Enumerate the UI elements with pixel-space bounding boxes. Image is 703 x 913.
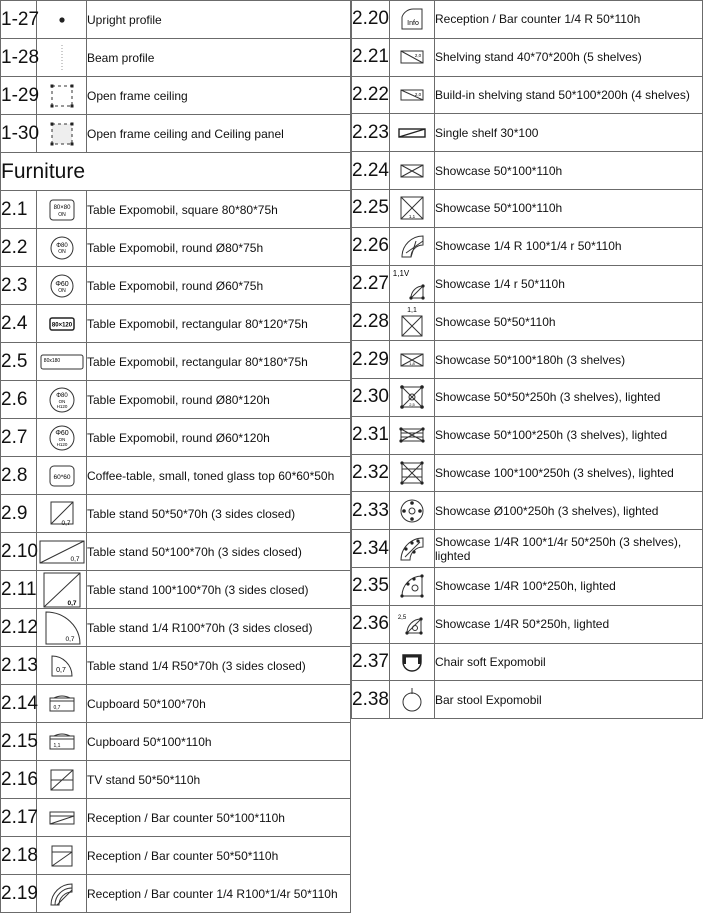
item-label: Table stand 1/4 R100*70h (3 sides closed) bbox=[87, 609, 351, 647]
item-code: 2.13 bbox=[1, 647, 37, 685]
bar-stool-icon bbox=[390, 681, 435, 719]
symbol-text: H120 bbox=[56, 403, 67, 409]
item-code: 2.6 bbox=[1, 381, 37, 419]
left-column bbox=[0, 0, 351, 913]
item-code: 2.16 bbox=[1, 761, 37, 799]
symbol-text: Φ60 bbox=[54, 429, 69, 437]
item-code: 2.9 bbox=[1, 495, 37, 533]
legend-row bbox=[1, 267, 351, 305]
item-label: Table Expomobil, rectangular 80*120*75h bbox=[87, 305, 351, 343]
item-label: Showcase 1/4R 50*250h, lighted bbox=[435, 605, 703, 643]
symbol-text: 1,1 bbox=[53, 742, 60, 749]
legend-row bbox=[352, 114, 703, 152]
rect-table-long-icon bbox=[37, 343, 87, 381]
symbol-text: 1,1V bbox=[392, 268, 410, 278]
item-label: Table stand 50*100*70h (3 sides closed) bbox=[87, 533, 351, 571]
item-label: Open frame ceiling and Ceiling panel bbox=[87, 115, 351, 153]
item-code: 2.18 bbox=[1, 837, 37, 875]
symbol-text: 80×120 bbox=[51, 322, 72, 328]
info-counter-icon bbox=[390, 1, 435, 39]
item-label: Showcase 1/4R 100*1/4r 50*250h (3 shelves), lighted bbox=[435, 530, 703, 568]
shelving-stand-icon bbox=[390, 38, 435, 76]
tv-stand-icon bbox=[37, 761, 87, 799]
item-code: 2.32 bbox=[352, 454, 390, 492]
legend-row bbox=[1, 875, 351, 913]
legend-row bbox=[1, 799, 351, 837]
item-label: Beam profile bbox=[87, 39, 351, 77]
legend-row bbox=[1, 419, 351, 457]
item-label: Shelving stand 40*70*200h (5 shelves) bbox=[435, 38, 703, 76]
item-code: 1-28 bbox=[1, 39, 37, 77]
showcase-lighted-wide-icon bbox=[390, 416, 435, 454]
quarter-table-stand-small-icon bbox=[37, 647, 87, 685]
symbol-text: Φ80 bbox=[55, 392, 68, 399]
item-code: 2.14 bbox=[1, 685, 37, 723]
item-code: 2.33 bbox=[352, 492, 390, 530]
item-label: Reception / Bar counter 1/4 R100*1/4r 50*110h bbox=[87, 875, 351, 913]
right-column bbox=[351, 0, 703, 719]
item-code: 2.11 bbox=[1, 571, 37, 609]
item-code: 2.29 bbox=[352, 341, 390, 379]
symbol-text: H120 bbox=[56, 441, 67, 447]
single-shelf-icon bbox=[390, 114, 435, 152]
symbol-text: 2,0 bbox=[414, 91, 422, 97]
cupboard-icon bbox=[37, 685, 87, 723]
item-label: Showcase Ø100*250h (3 shelves), lighted bbox=[435, 492, 703, 530]
showcase-lighted-icon bbox=[390, 378, 435, 416]
item-code: 1-27 bbox=[1, 1, 37, 39]
item-label: Showcase 50*100*250h (3 shelves), lighted bbox=[435, 416, 703, 454]
legend-row bbox=[352, 681, 703, 719]
bar-counter-curved-icon bbox=[37, 875, 87, 913]
item-label: Single shelf 30*100 bbox=[435, 114, 703, 152]
item-code: 2.34 bbox=[352, 530, 390, 568]
section-row bbox=[1, 153, 351, 191]
symbol-text: Info bbox=[407, 20, 419, 28]
item-label: Showcase 1/4 r 50*110h bbox=[435, 265, 703, 303]
showcase-quarter-icon bbox=[390, 265, 435, 303]
item-code: 2.22 bbox=[352, 76, 390, 114]
showcase-curved-lighted-icon bbox=[390, 530, 435, 568]
item-code: 2.15 bbox=[1, 723, 37, 761]
legend-row bbox=[1, 533, 351, 571]
symbol-text: Φ80 bbox=[55, 242, 68, 249]
showcase-lighted-large-icon bbox=[390, 454, 435, 492]
item-code: 1-30 bbox=[1, 115, 37, 153]
open-frame-ceiling-icon bbox=[37, 77, 87, 115]
item-code: 2.28 bbox=[352, 303, 390, 341]
round-high-table-icon bbox=[37, 381, 87, 419]
showcase-round-icon bbox=[390, 492, 435, 530]
symbol-text: 0,7 bbox=[66, 599, 77, 607]
symbol-text: 1,1 bbox=[408, 214, 416, 220]
legend-row bbox=[1, 1, 351, 39]
legend-row bbox=[1, 343, 351, 381]
item-label: Showcase 50*50*250h (3 shelves), lighted bbox=[435, 378, 703, 416]
legend-row bbox=[352, 265, 703, 303]
symbol-text: 2,5 bbox=[409, 402, 415, 408]
beam-profile-icon bbox=[37, 39, 87, 77]
legend-row bbox=[1, 305, 351, 343]
item-code: 2.30 bbox=[352, 378, 390, 416]
item-label: Reception / Bar counter 50*50*110h bbox=[87, 837, 351, 875]
item-code: 2.3 bbox=[1, 267, 37, 305]
bar-counter-icon bbox=[37, 799, 87, 837]
showcase-quarter-small-icon bbox=[390, 605, 435, 643]
built-in-shelving-icon bbox=[390, 76, 435, 114]
item-code: 2.36 bbox=[352, 605, 390, 643]
item-code: 2.21 bbox=[352, 38, 390, 76]
legend-row bbox=[1, 381, 351, 419]
item-code: 2.24 bbox=[352, 152, 390, 190]
legend-row bbox=[352, 189, 703, 227]
item-label: Cupboard 50*100*110h bbox=[87, 723, 351, 761]
item-label: Table Expomobil, round Ø60*75h bbox=[87, 267, 351, 305]
symbol-text: Φ60 bbox=[54, 280, 69, 288]
legend-row bbox=[1, 77, 351, 115]
upright-profile-icon bbox=[37, 1, 87, 39]
round-table-icon bbox=[37, 229, 87, 267]
item-label: Table stand 1/4 R50*70h (3 sides closed) bbox=[87, 647, 351, 685]
legend-row bbox=[1, 39, 351, 77]
item-code: 2.2 bbox=[1, 229, 37, 267]
item-label: Build-in shelving stand 50*100*200h (4 shelves) bbox=[435, 76, 703, 114]
item-code: 2.12 bbox=[1, 609, 37, 647]
symbol-text: ON bbox=[57, 211, 66, 218]
item-label: Showcase 100*100*250h (3 shelves), lighted bbox=[435, 454, 703, 492]
item-label: Showcase 50*100*110h bbox=[435, 152, 703, 190]
symbol-text: ON bbox=[57, 287, 66, 294]
quarter-table-stand-icon bbox=[37, 609, 87, 647]
legend-table-left bbox=[0, 0, 351, 913]
showcase-shelves-icon bbox=[390, 341, 435, 379]
item-code: 1-29 bbox=[1, 77, 37, 115]
legend-row bbox=[1, 761, 351, 799]
item-code: 2.1 bbox=[1, 191, 37, 229]
symbol-text: 0,7 bbox=[60, 519, 71, 527]
legend-row bbox=[352, 152, 703, 190]
legend-row bbox=[352, 341, 703, 379]
item-code: 2.10 bbox=[1, 533, 37, 571]
item-code: 2.17 bbox=[1, 799, 37, 837]
item-code: 2.20 bbox=[352, 1, 390, 39]
item-label: Reception / Bar counter 50*100*110h bbox=[87, 799, 351, 837]
legend-row bbox=[352, 303, 703, 341]
legend-row bbox=[352, 454, 703, 492]
legend-row bbox=[352, 530, 703, 568]
soft-chair-icon bbox=[390, 643, 435, 681]
symbol-text: 1,1 bbox=[407, 306, 417, 314]
item-code: 2.8 bbox=[1, 457, 37, 495]
item-code: 2.23 bbox=[352, 114, 390, 152]
cupboard-high-icon bbox=[37, 723, 87, 761]
round-high-table-small-icon bbox=[37, 419, 87, 457]
symbol-text: ON bbox=[57, 248, 66, 255]
square-table-icon bbox=[37, 191, 87, 229]
item-label: Table Expomobil, round Ø60*120h bbox=[87, 419, 351, 457]
legend-row bbox=[352, 643, 703, 681]
item-code: 2.5 bbox=[1, 343, 37, 381]
symbol-text: 2,0 bbox=[414, 53, 422, 59]
symbol-text: 80x180 bbox=[43, 357, 60, 364]
item-label: Open frame ceiling bbox=[87, 77, 351, 115]
item-code: 2.7 bbox=[1, 419, 37, 457]
legend-row bbox=[1, 609, 351, 647]
item-code: 2.27 bbox=[352, 265, 390, 303]
showcase-square-icon bbox=[390, 189, 435, 227]
item-code: 2.19 bbox=[1, 875, 37, 913]
item-label: Reception / Bar counter 1/4 R 50*110h bbox=[435, 1, 703, 39]
legend-row bbox=[1, 191, 351, 229]
legend-row bbox=[1, 457, 351, 495]
legend-row bbox=[352, 76, 703, 114]
ceiling-panel-icon bbox=[37, 115, 87, 153]
item-code: 2.35 bbox=[352, 567, 390, 605]
item-code: 2.38 bbox=[352, 681, 390, 719]
symbol-text: 0,7 bbox=[64, 635, 75, 643]
symbol-text: ON bbox=[58, 398, 65, 404]
symbol-text: 0,7 bbox=[53, 704, 60, 711]
item-label: Chair soft Expomobil bbox=[435, 643, 703, 681]
legend-row bbox=[352, 38, 703, 76]
showcase-icon bbox=[390, 152, 435, 190]
item-code: 2.4 bbox=[1, 305, 37, 343]
symbol-text: 2,5 bbox=[397, 615, 407, 622]
item-label: Bar stool Expomobil bbox=[435, 681, 703, 719]
rect-table-icon bbox=[37, 305, 87, 343]
item-label: Cupboard 50*100*70h bbox=[87, 685, 351, 723]
item-code: 2.31 bbox=[352, 416, 390, 454]
item-label: TV stand 50*50*110h bbox=[87, 761, 351, 799]
item-label: Showcase 1/4R 100*250h, lighted bbox=[435, 567, 703, 605]
legend-row bbox=[1, 647, 351, 685]
item-label: Upright profile bbox=[87, 1, 351, 39]
legend-table-right bbox=[351, 0, 703, 719]
legend-row bbox=[1, 723, 351, 761]
legend-row bbox=[1, 837, 351, 875]
symbol-text: 1,8 bbox=[409, 360, 415, 366]
table-stand-large-icon bbox=[37, 571, 87, 609]
table-stand-icon bbox=[37, 495, 87, 533]
item-label: Table Expomobil, rectangular 80*180*75h bbox=[87, 343, 351, 381]
item-label: Table Expomobil, round Ø80*75h bbox=[87, 229, 351, 267]
legend-row bbox=[1, 115, 351, 153]
legend-row bbox=[1, 571, 351, 609]
symbol-text: 80×80 bbox=[53, 204, 70, 211]
item-label: Coffee-table, small, toned glass top 60*60*50h bbox=[87, 457, 351, 495]
item-label: Showcase 50*50*110h bbox=[435, 303, 703, 341]
item-label: Table Expomobil, square 80*80*75h bbox=[87, 191, 351, 229]
legend-row bbox=[352, 492, 703, 530]
legend-row bbox=[352, 605, 703, 643]
round-table-small-icon bbox=[37, 267, 87, 305]
item-code: 2.26 bbox=[352, 227, 390, 265]
legend-row bbox=[352, 378, 703, 416]
item-label: Table stand 100*100*70h (3 sides closed) bbox=[87, 571, 351, 609]
bar-counter-small-icon bbox=[37, 837, 87, 875]
legend-row bbox=[1, 229, 351, 267]
showcase-curved-icon bbox=[390, 227, 435, 265]
symbol-text: 0,7 bbox=[69, 555, 80, 563]
item-label: Table stand 50*50*70h (3 sides closed) bbox=[87, 495, 351, 533]
legend-row bbox=[352, 1, 703, 39]
symbol-text: ON bbox=[58, 436, 65, 442]
legend-row bbox=[352, 567, 703, 605]
symbol-text: 60*60 bbox=[53, 473, 70, 481]
item-code: 2.25 bbox=[352, 189, 390, 227]
item-label: Showcase 50*100*110h bbox=[435, 189, 703, 227]
legend-row bbox=[1, 685, 351, 723]
symbol-text: 0,7 bbox=[55, 666, 66, 674]
table-stand-wide-icon bbox=[37, 533, 87, 571]
item-code: 2.37 bbox=[352, 643, 390, 681]
legend-row bbox=[352, 227, 703, 265]
legend-row bbox=[352, 416, 703, 454]
showcase-quarter-lighted-icon bbox=[390, 567, 435, 605]
showcase-small-icon bbox=[390, 303, 435, 341]
legend-row bbox=[1, 495, 351, 533]
coffee-table-icon bbox=[37, 457, 87, 495]
section-title: Furniture bbox=[1, 153, 351, 191]
item-label: Showcase 1/4 R 100*1/4 r 50*110h bbox=[435, 227, 703, 265]
item-label: Table Expomobil, round Ø80*120h bbox=[87, 381, 351, 419]
item-label: Showcase 50*100*180h (3 shelves) bbox=[435, 341, 703, 379]
